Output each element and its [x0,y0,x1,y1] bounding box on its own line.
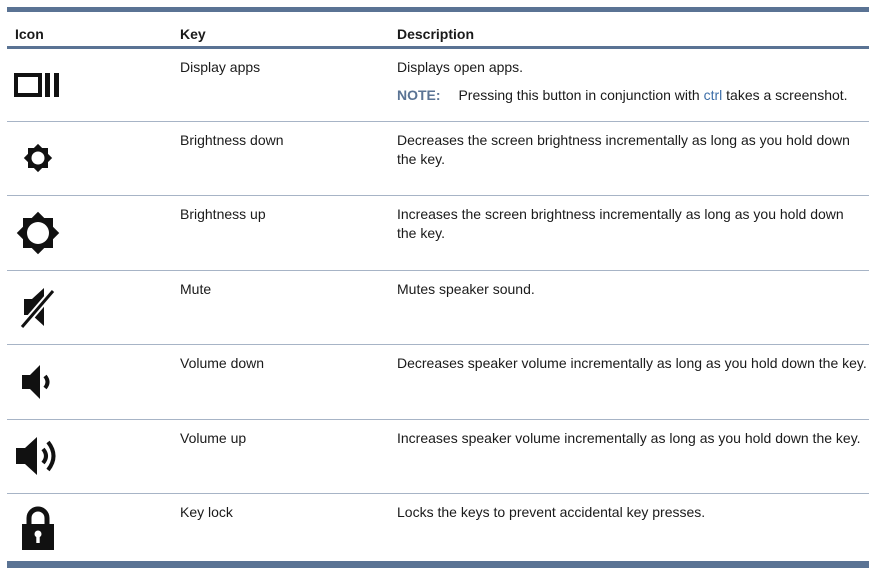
note [397,86,867,105]
table-header [7,12,869,46]
table-row [7,122,869,196]
table-row [7,196,869,271]
table-row [7,49,869,122]
mute-icon [19,285,59,329]
table-row [7,494,869,566]
key-description [397,58,867,105]
key-description: Mutes speaker sound. [397,281,535,297]
table-bottom-rule [7,561,869,568]
header-icon: Icon [15,26,44,42]
key-name: Volume up [180,430,247,446]
volume-up-icon [13,434,63,478]
key-name: Key lock [180,504,233,520]
note-keyword: ctrl [703,87,723,103]
key-name: Display apps [180,59,261,75]
brightness-up-icon [15,210,61,256]
header-description: Description [397,26,475,42]
note-label: NOTE: [397,87,441,103]
key-description: Increases the screen brightness incrementally as long as you hold down the key. [397,206,844,241]
note-text-after: takes a screenshot. [726,87,848,103]
key-name: Volume down [180,355,265,371]
description-text: Displays open apps. [397,59,524,75]
display-apps-icon [14,73,60,97]
table-row [7,345,869,420]
table-row [7,420,869,494]
key-description: Decreases the screen brightness incrementally as long as you hold down the key. [397,132,850,167]
key-lock-icon [20,506,56,552]
key-table [7,7,869,566]
key-description: Decreases speaker volume incrementally as long as you hold down the key. [397,355,867,371]
key-description: Locks the keys to prevent accidental key presses. [397,504,706,520]
note-text-before: Pressing this button in conjunction with [458,87,700,103]
table-row [7,271,869,345]
key-name: Brightness up [180,206,266,222]
brightness-down-icon [22,142,54,174]
volume-down-icon [19,362,59,402]
header-key: Key [180,26,206,42]
key-description: Increases speaker volume incrementally as long as you hold down the key. [397,430,861,446]
key-name: Mute [180,281,212,297]
key-name: Brightness down [180,132,284,148]
